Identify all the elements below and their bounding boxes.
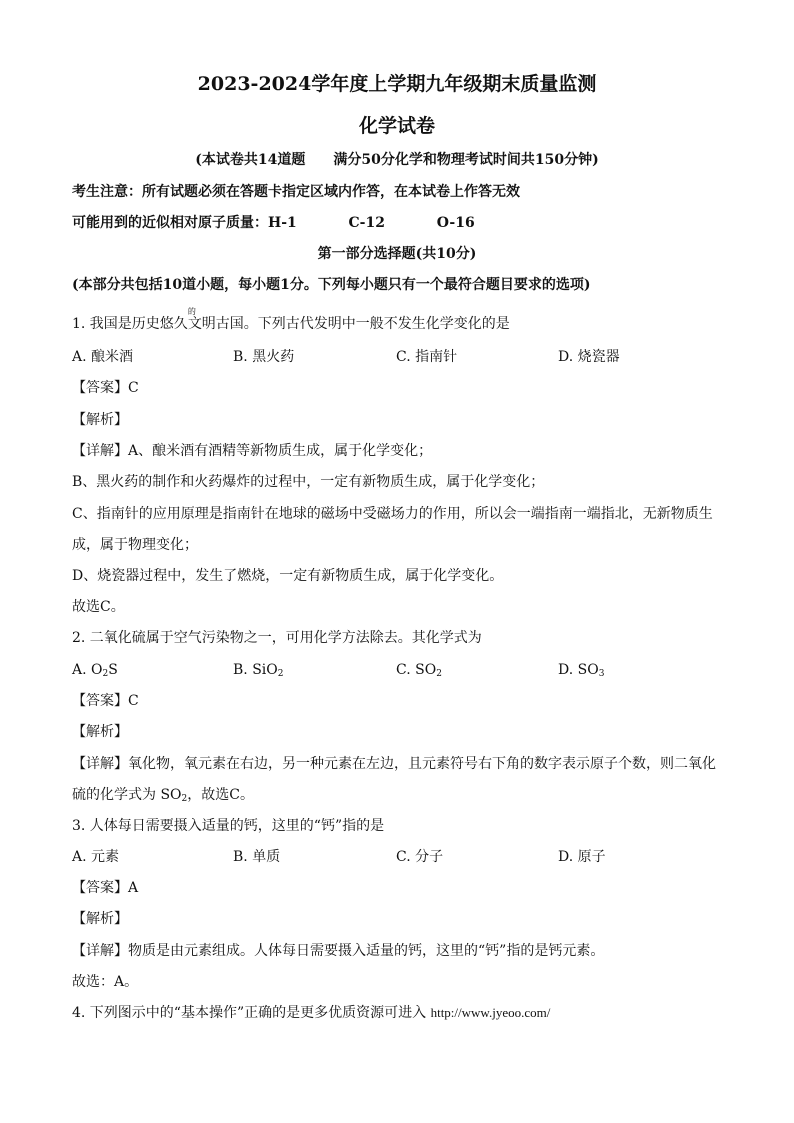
question-3-option-d: D. 原子 (558, 849, 606, 865)
section-title: 第一部分选择题(共10分) (317, 246, 477, 262)
question-1-detail-1 (72, 442, 432, 460)
question-2-analysis-tag: 【解析】 (72, 724, 128, 740)
question-2-option-a (72, 661, 118, 679)
detail-text: A、酿米酒有酒精等新物质生成，属于化学变化； (128, 443, 433, 459)
question-1-detail-4: D、烧瓷器过程中，发生了燃烧，一定有新物质生成，属于化学变化。 (72, 568, 504, 584)
question-3-detail-1 (72, 942, 604, 960)
question-2-detail-1 (72, 755, 716, 773)
answer-value: C (128, 380, 139, 396)
question-1-option-c: C. 指南针 (396, 349, 458, 365)
question-2-stem: 2. 二氧化硫属于空气污染物之一，可用化学方法除去。其化学式为 (72, 630, 482, 646)
question-1-answer (72, 379, 139, 397)
question-2-answer (72, 692, 139, 710)
detail-tag: 【详解】 (72, 756, 128, 772)
section-description: (本部分共包括10道小题，每小题1分。下列每小题只有一个最符合题目要求的选项) (72, 277, 591, 293)
detail-text: 物质是由元素组成。人体每日需要摄入适量的钙，这里的“钙”指的是钙元素。 (128, 943, 605, 959)
exam-subject: 化学试卷 (358, 115, 435, 137)
exam-title: 2023-2024学年度上学期九年级期末质量监测 (197, 73, 597, 95)
question-1-stem (72, 307, 510, 333)
option-subscript: 3 (598, 669, 605, 679)
option-text: A. O (72, 662, 103, 678)
question-2-detail-2 (72, 786, 254, 804)
question-3-conclusion: 故选：A。 (72, 974, 139, 990)
option-text: D. SO (558, 662, 599, 678)
question-3-analysis-tag: 【解析】 (72, 911, 128, 927)
answer-tag: 【答案】 (72, 880, 128, 896)
question-1-detail-2: B、黑火药的制作和火药爆炸的过程中，一定有新物质生成，属于化学变化； (72, 474, 545, 490)
exam-info: (本试卷共14道题 满分50分化学和物理考试时间共150分钟) (195, 152, 599, 168)
question-1-detail-3b: 成，属于物理变化； (72, 537, 198, 553)
answer-tag: 【答案】 (72, 380, 128, 396)
question-2-option-c (396, 661, 442, 679)
question-2-option-d (558, 661, 604, 679)
atomic-mass-h: 可能用到的近似相对原子质量：H-1 (72, 215, 297, 231)
question-1-option-a: A. 酿米酒 (72, 349, 134, 365)
resource-link[interactable]: http://www.jyeoo.com/ (430, 1005, 551, 1020)
question-2-option-b (233, 661, 283, 679)
option-subscript: 2 (102, 669, 109, 679)
question-1-option-b: B. 黑火药 (233, 349, 295, 365)
option-subscript: 2 (277, 669, 284, 679)
question-1-ruby-text: 的 (187, 307, 196, 316)
question-3-stem: 3. 人体每日需要摄入适量的钙，这里的“钙”指的是 (72, 818, 385, 834)
atomic-mass-o: O-16 (436, 215, 475, 231)
detail-text-suffix: ，故选C。 (187, 787, 254, 803)
detail-tag: 【详解】 (72, 943, 128, 959)
question-1-conclusion: 故选C。 (72, 599, 125, 615)
question-3-option-c: C. 分子 (396, 849, 444, 865)
answer-value: A (128, 880, 139, 896)
option-text-suffix: S (108, 662, 118, 678)
atomic-mass-line (72, 214, 475, 232)
question-1-stem-part-a: 1. 我国是历史悠久 (72, 316, 188, 332)
question-1-option-d: D. 烧瓷器 (558, 349, 620, 365)
question-1-analysis-tag: 【解析】 (72, 412, 128, 428)
question-3-option-b: B. 单质 (233, 849, 281, 865)
detail-text: 硫的化学式为 SO (72, 787, 182, 803)
option-text: B. SiO (233, 662, 278, 678)
question-1-stem-part-b: 文明古国。下列古代发明中一般不发生化学变化的是 (187, 316, 510, 332)
exam-notice: 考生注意：所有试题必须在答题卡指定区域内作答，在本试卷上作答无效 (72, 184, 520, 200)
detail-text: 氧化物，氧元素在右边，另一种元素在左边，且元素符号右下角的数字表示原子个数，则二氧化 (128, 756, 716, 772)
option-subscript: 2 (436, 669, 442, 679)
question-3-option-a: A. 元素 (72, 849, 120, 865)
question-4-stem-text: 4. 下列图示中的“基本操作”正确的是更多优质资源可进入 (72, 1005, 427, 1021)
question-3-answer (72, 879, 138, 897)
answer-tag: 【答案】 (72, 693, 128, 709)
question-4-stem (72, 1004, 550, 1022)
detail-subscript: 2 (181, 794, 188, 804)
detail-tag: 【详解】 (72, 443, 128, 459)
question-1-detail-3a: C、指南针的应用原理是指南针在地球的磁场中受磁场力的作用，所以会一端指南一端指北，无新物质生 (72, 506, 713, 522)
atomic-mass-c: C-12 (348, 215, 385, 231)
answer-value: C (128, 693, 139, 709)
option-text: C. SO (396, 662, 437, 678)
